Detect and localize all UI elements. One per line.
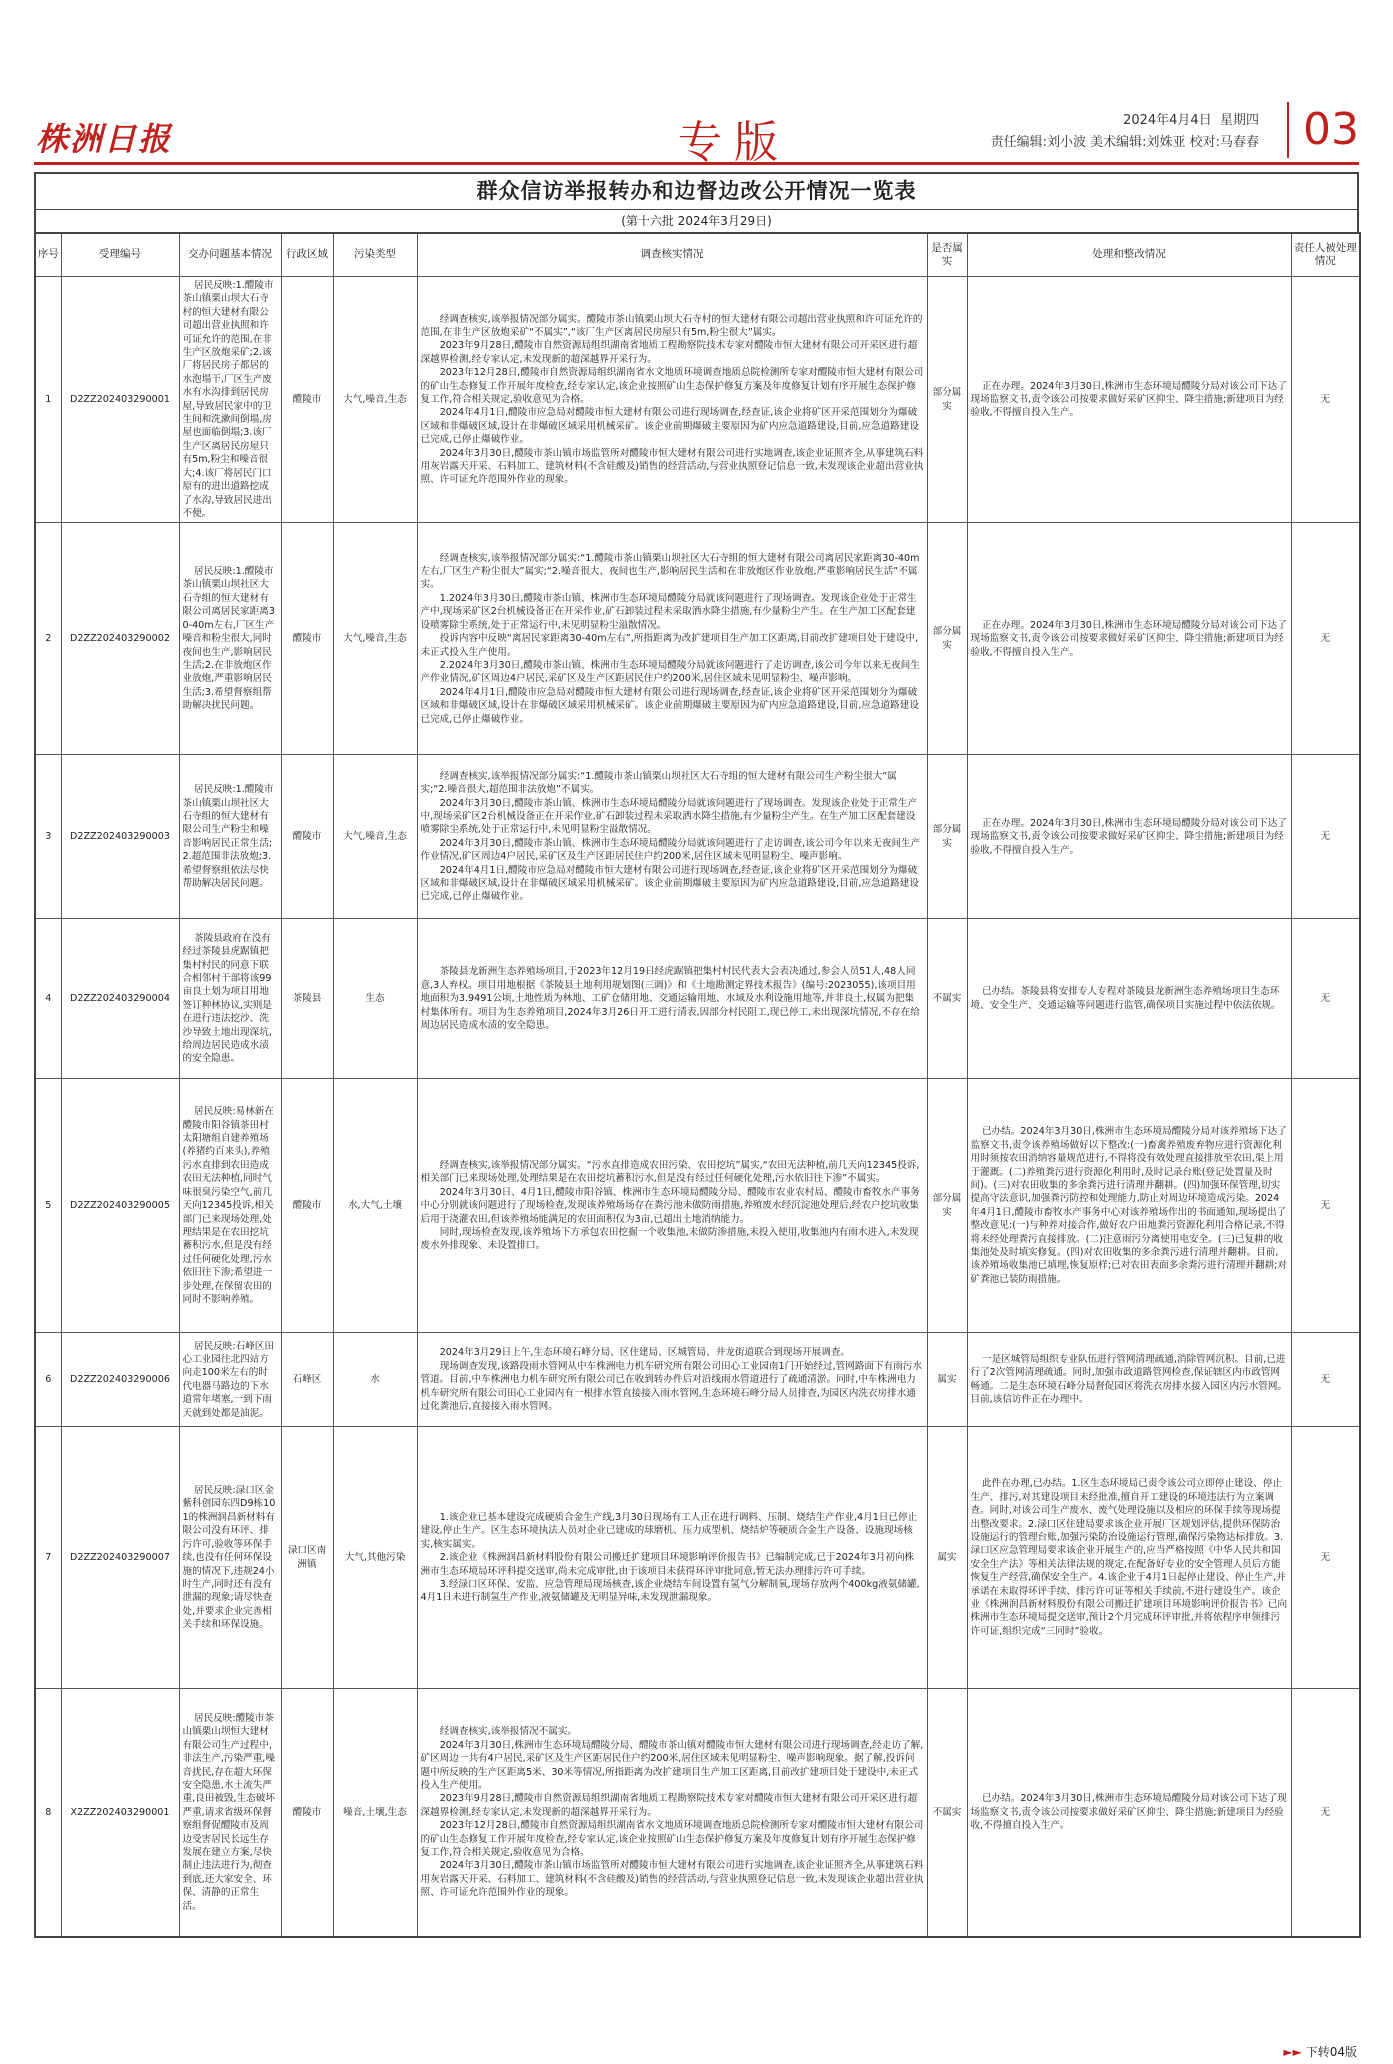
col-header: 处理和整改情况 <box>967 233 1291 277</box>
editor-credits: 责任编辑:刘小波 美术编辑:刘姝亚 校对:马春春 <box>990 135 1259 150</box>
survey-paragraph: 2024年4月1日,醴陵市应急局对醴陵市恒大建材有限公司进行现场调查,经查证,该企业将矿区开采范围划分为爆破区域和非爆破区域,设计在非爆破区域采用机械采矿。该企业前期爆破主要原因为矿内应急道路建设,目前,应急道路建设已完成,已停止爆破作业。 <box>420 407 919 446</box>
col-header: 是否属实 <box>927 233 967 277</box>
col-header: 交办问题基本情况 <box>179 233 281 277</box>
table-title-box <box>34 172 1359 210</box>
table-row <box>35 1333 1360 1427</box>
row-number: 5 <box>35 1079 61 1333</box>
handling-status: 已办结。2024年3月30日,株洲市生态环境局醴陵分局对该养殖场下达了监察文书,责令该养殖场做好以下整改:(一)畜禽养殖废弃物应进行资源化利用时须按农田消纳容量规范进行,不得将没有效处理直接排放至农田,渠上用于灌溉。(二)养殖粪污进行资源化利用时,及时记录台账(登记处置量及时间)。(三)对农田收集的多余粪污进行清理并翻耕。(四)加强环保管理,切实提高守法意识,加强粪污防控和处理能力,防止对周边环境造成污染。2024年4月1日,醴陵市畜牧水产事务中心对该养殖场作出的书面通知,现场提出了整改意见:(一)与种养对接合作,做好农户田地粪污资源化利用合格记录,不得将未经处理粪污直接排放。(二)注意雨污分离使用电安全。(三)已复耕的收集池处及时填实修复。(四)对农田收集的多余粪污进行清理并翻耕。目前,该养殖场收集池已填埋,恢复原样;已对农田表面多余粪污进行清理并翻耕;对矿粪池已装防雨措施。 <box>967 1079 1291 1333</box>
pollution-type: 生态 <box>333 919 417 1079</box>
continued-note <box>1283 2043 1357 2060</box>
weekday: 星期四 <box>1219 113 1259 128</box>
region: 醴陵市 <box>281 1689 333 1937</box>
row-number: 8 <box>35 1689 61 1937</box>
col-header: 序号 <box>35 233 61 277</box>
table-row <box>35 277 1360 523</box>
verified-status: 属实 <box>927 1333 967 1427</box>
survey-paragraph: 经调查核实,该举报情况部分属实。“污水直排造成农田污染、农田挖坑”属实,“农田无法种植,前几天向12345投诉,相关部门已来现场处理,处理结果是在农田挖坑蓄积污水,但是没有经过任何硬化处理,污水依旧往下渗”不属实。 <box>420 1159 920 1185</box>
survey-paragraph: 经调查核实,该举报情况部分属实:“1.醴陵市茶山镇栗山坝社区大石寺组的恒大建材有限公司生产粉尘很大”属实;“2.噪音很大,超范围非法放炮”不属实。 <box>420 770 897 796</box>
issue-summary: 居民反映:石峰区田心工业园往北四站方向走100米左右的时代电器马路边的下水道常年堵塞,一到下雨天就到处都是油泥。 <box>179 1333 281 1427</box>
page-number: 03 <box>1287 102 1359 158</box>
region: 醴陵市 <box>281 1079 333 1333</box>
col-header: 调查核实情况 <box>417 233 927 277</box>
region: 醴陵市 <box>281 755 333 919</box>
arrow-right-icon: ►► <box>1283 2045 1302 2059</box>
survey-paragraph: 2024年4月1日,醴陵市应急局对醴陵市恒大建材有限公司进行现场调查,经查证,该企业将矿区开采范围划分为爆破区域和非爆破区域,设计在非爆破区域采用机械采矿。该企业前期爆破主要原因为矿内应急道路建设,目前,应急道路建设已完成,已停止爆破作业。 <box>420 686 919 725</box>
table-row <box>35 755 1360 919</box>
row-number: 3 <box>35 755 61 919</box>
survey-findings <box>417 919 927 1079</box>
region: 石峰区 <box>281 1333 333 1427</box>
survey-findings <box>417 1427 927 1689</box>
survey-findings <box>417 1689 927 1937</box>
accountability: 无 <box>1291 755 1360 919</box>
table-row <box>35 523 1360 755</box>
survey-paragraph: 3.经渌口区环保、安监、应急管理局现场核查,该企业烧结车间设置有氢气分解制氧,现场存放两个400kg液氨储罐,4月1日未进行制氢生产作业,液氨储罐及无明显异味,未发现泄漏现象。 <box>420 1578 920 1604</box>
row-number: 2 <box>35 523 61 755</box>
survey-paragraph: 现场调查发现,该路段雨水管网从中车株洲电力机车研究所有限公司田心工业园南1门开始经过,管网路面下有雨污水管道。目前,中车株洲电力机车研究所有限公司已在收到转办件后对沿线雨水管道进行了疏通清淤。同时,中车株洲电力机车研究所有限公司田心工业园内有一根排水管直接接入雨水管网,生态环境石峰分局人员排查,为园区内洗衣房排水通过化粪池后,直接接入雨水管网。 <box>420 1360 922 1412</box>
verified-status: 不属实 <box>927 1689 967 1937</box>
issue-date: 2024年4月4日 <box>1123 113 1212 128</box>
row-number: 4 <box>35 919 61 1079</box>
issue-summary: 居民反映:醴陵市茶山镇栗山坝恒大建材有限公司生产过程中,非法生产,污染严重,噪音扰民,存在超大环保安全隐患,水土流失严重,良田被毁,生态破坏严重,请求省级环保督察组督促醴陵市及周边受害居民长远生存发展在建立方案,尽快制止违法进行为,彻查到底,还大家安全、环保、清静的正常生活。 <box>179 1689 281 1937</box>
survey-paragraph: 2024年3月29日上午,生态环境石峰分局、区住建局、区城管局、井龙街道联合到现场开展调查。 <box>439 1347 851 1359</box>
col-header: 受理编号 <box>61 233 179 277</box>
survey-paragraph: 经调查核实,该举报情况部分属实。醴陵市茶山镇栗山坝大石寺村的恒大建材有限公司超出营业执照和许可证允许的范围,在非生产区放炮采矿“不属实”,“该厂生产区离居民房屋只有5m,粉尘很大”属实。 <box>420 313 923 338</box>
survey-paragraph: 1.该企业已基本建设完成硬质合金生产线,3月30日现场有工人正在进行调料、压制、烧结生产作业,4月1日已停止建设,停止生产。区生态环境执法人员对企业已建成的球磨机、压力成型机、烧结炉等硬质合金生产设备、设施现场核实,核实属实。 <box>420 1511 918 1550</box>
accountability: 无 <box>1291 1079 1360 1333</box>
pollution-type: 大气,噪音,生态 <box>333 523 417 755</box>
handling-status: 正在办理。2024年3月30日,株洲市生态环境局醴陵分局对该公司下达了现场监察文书,责令该公司按要求做好采矿区抑尘、降尘措施;新建项目为经验收,不得擅自投入生产。 <box>967 755 1291 919</box>
handling-status: 已办结。茶陵县将安排专人专程对茶陵县龙新洲生态养殖场项目生态环境、安全生产、交通运输等问题进行监管,确保项目实施过程中依法依规。 <box>967 919 1291 1079</box>
table-row <box>35 1427 1360 1689</box>
region: 渌口区南洲镇 <box>281 1427 333 1689</box>
survey-findings <box>417 1333 927 1427</box>
section-title: 专版 <box>678 117 790 168</box>
survey-paragraph: 同时,现场检查发现,该养殖场下方承包农田挖掘一个收集池,未做防渗措施,未投入使用,收集池内有雨水进入,未发现废水外排现象、未设置排口。 <box>420 1226 919 1252</box>
survey-paragraph: 经调查核实,该举报情况不属实。 <box>439 1726 578 1738</box>
continued-text: 下转04版 <box>1305 2045 1357 2059</box>
survey-paragraph: 2024年3月30日、4月1日,醴陵市阳谷镇、株洲市生态环境局醴陵分局、醴陵市农业农村局、醴陵市畜牧水产事务中心分别就该问题进行了现场检查,发现该养殖场场存在粪污池未做防雨措施,养殖废水经沉淀池处理后,经农户挖坑收集后用于浇灌农田,但该养殖场能满足的农田面积仅为3亩,已超出土地消纳能力。 <box>420 1186 920 1225</box>
issue-summary: 居民反映:易林新在醴陵市阳谷镇茶田村太阳塘组自建养殖场(养猪约百来头),养殖污水直排到农田造成农田无法种植,同时气味很臭污染空气,前几天向12345投诉,相关部门已来现场处理,处理结果是在农田挖坑蓄积污水,但是没有经过任何硬化处理,污水依旧往下渗;希望进一步处理,在保留农田的同时不影响养殖。 <box>179 1079 281 1333</box>
pollution-type: 水 <box>333 1333 417 1427</box>
survey-paragraph: 经调查核实,该举报情况部分属实:“1.醴陵市茶山镇栗山坝社区大石寺组的恒大建材有限公司离居民家距离30-40m左右,厂区生产粉尘很大”属实;“2.噪音很大、夜间也生产,影响居民生活和在非放炮区作业放炮,严重影响居民生活”不属实。 <box>420 552 920 591</box>
survey-paragraph: 投诉内容中反映“离居民家距离30-40m左右”,所指距离为改扩建项目生产加工区距离,目前改扩建项目处于建设中,未正式投入生产使用。 <box>420 633 919 658</box>
acceptance-code: D2ZZ202403290001 <box>61 277 179 523</box>
acceptance-code: X2ZZ202403290001 <box>61 1689 179 1937</box>
acceptance-code: D2ZZ202403290002 <box>61 523 179 755</box>
pollution-type: 水,大气,土壤 <box>333 1079 417 1333</box>
region: 醴陵市 <box>281 523 333 755</box>
acceptance-code: D2ZZ202403290006 <box>61 1333 179 1427</box>
survey-paragraph: 2023年9月28日,醴陵市自然资源局组织湖南省地质工程勘察院技术专家对醴陵市恒大建材有限公司开采区进行超深越界检测,经专家认定,未发现新的超深越界开采行为。 <box>420 1793 918 1818</box>
survey-paragraph: 2024年3月30日,醴陵市茶山镇市场监管所对醴陵市恒大建材有限公司进行实地调查,该企业证照齐全,从事建筑石料用灰岩露天开采、石料加工、建筑材料(不含硅酸及)销售的经营活动,与营业执照登记信息一致,未发现该企业超出营业执照、许可证允许范围外作业的现象。 <box>420 1860 924 1899</box>
survey-paragraph: 2023年9月28日,醴陵市自然资源局组织湖南省地质工程勘察院技术专家对醴陵市恒大建材有限公司开采区进行超深越界检测,经专家认定,未发现新的超深越界开采行为。 <box>420 340 918 365</box>
survey-findings <box>417 523 927 755</box>
verified-status: 不属实 <box>927 919 967 1079</box>
table-header-row <box>35 233 1360 277</box>
dateline <box>991 110 1259 154</box>
accountability: 无 <box>1291 1427 1360 1689</box>
survey-paragraph: 1.2024年3月30日,醴陵市茶山镇、株洲市生态环境局醴陵分局就该问题进行了现场调查。发现该企业处于正常生产中,现场采矿区2台机械设备正在开采作业,矿石卸装过程未采取洒水降尘措施,有少量粉尘产生。在生产加工区配套建设喷雾除尘系统,处于正常运行中,未见明显粉尘溢散情况。 <box>420 592 917 631</box>
survey-findings <box>417 277 927 523</box>
col-header: 责任人被处理情况 <box>1291 233 1360 277</box>
col-header: 污染类型 <box>333 233 417 277</box>
acceptance-code: D2ZZ202403290007 <box>61 1427 179 1689</box>
survey-paragraph: 茶陵县龙新洲生态养殖场项目,于2023年12月19日经虎踞镇把集村村民代表大会表决通过,参会人员51人,48人同意,3人弃权。项目用地根据《茶陵县土地利用规划图(三调)》和《土地勘测定界技术报告》(编号:2023055),该项目用地面积为3.9491公顷,土地性质为林地、工矿仓储用地、交通运输用地、水域及水利设施用地等,并非良土,权属为把集村集体所有。项目为生态养殖项目,2024年3月26日开工进行清表,因部分村民阻工,现已停工,未出现深坑情况,不存在给周边居民造成水渍的安全隐患。 <box>420 966 920 1031</box>
survey-paragraph: 2.2024年3月30日,醴陵市茶山镇、株洲市生态环境局醴陵分局就该问题进行了走访调查,该公司今年以来无夜间生产作业情况,矿区周边4户居民,采矿区及生产区距居民住户约200米,居住区域未见明显粉尘、噪声影响。 <box>420 659 920 685</box>
table-title: 群众信访举报转办和边督边改公开情况一览表 <box>476 178 917 203</box>
row-number: 7 <box>35 1427 61 1689</box>
row-number: 1 <box>35 277 61 523</box>
region: 茶陵县 <box>281 919 333 1079</box>
verified-status: 部分属实 <box>927 755 967 919</box>
survey-paragraph: 2024年3月30日,醴陵市茶山镇、株洲市生态环境局醴陵分局就该问题进行了现场调查。发现该企业处于正常生产中,现场采矿区2台机械设备正在开采作业,矿石卸装过程未采取洒水降尘措施,有少量粉尘产生。在生产加工区配套建设喷雾除尘系统,处于正常运行中,未见明显粉尘溢散情况。 <box>420 797 918 836</box>
row-number: 6 <box>35 1333 61 1427</box>
verified-status: 部分属实 <box>927 1079 967 1333</box>
survey-paragraph: 2024年3月30日,醴陵市茶山镇市场监管所对醴陵市恒大建材有限公司进行实地调查,该企业证照齐全,从事建筑石料用灰岩露天开采、石料加工、建筑材料(不含硅酸及)销售的经营活动,与营业执照登记信息一致,未发现该企业超出营业执照、许可证允许范围外作业的现象。 <box>420 447 924 486</box>
pollution-type: 噪音,土壤,生态 <box>333 1689 417 1937</box>
issue-summary: 茶陵县政府在没有经过茶陵县虎踞镇把集村村民的同意下联合相邻村干部将该99亩良土划为项目用地签订种林协议,实则是在进行违法挖沙、洗沙导致土地出现深坑,给周边居民造成水渍的安全隐患。 <box>179 919 281 1079</box>
survey-paragraph: 2024年3月30日,醴陵市茶山镇、株洲市生态环境局醴陵分局就该问题进行了走访调查,该公司今年以来无夜间生产作业情况,矿区周边4户居民,采矿区及生产区距居民住户约200米,居住区域未见明显粉尘、噪声影响。 <box>420 837 921 863</box>
pollution-type: 大气,其他污染 <box>333 1427 417 1689</box>
verified-status: 部分属实 <box>927 277 967 523</box>
petition-table <box>34 232 1361 1938</box>
issue-summary: 居民反映:1.醴陵市茶山镇栗山坝大石寺村的恒大建材有限公司超出营业执照和许可证允许的范围,在非生产区放炮采矿;2.该厂将居民房子都居的水泡塌干,厂区生产废水有水沟排到居民房屋,导致居民家中的卫生间和洗漱间倒塌,房屋也面临倒塌;3.该厂生产区离居民房屋只有5m,粉尘和噪音很大;4.该厂将居民门口原有的进出道路挖成了水沟,导致居民进出不便。 <box>179 277 281 523</box>
table-row <box>35 919 1360 1079</box>
masthead <box>34 100 1359 168</box>
issue-summary: 居民反映:渌口区金紫科创园东四D9栋101的株洲润昌新材料有限公司没有环评、排污许可,验收等环保手续,也没有任何环保设施的情况下,违规24小时生产,同时还有没有泄漏的现象;请尽快查处,并要求企业完善相关手续和环保设施。 <box>179 1427 281 1689</box>
pollution-type: 大气,噪音,生态 <box>333 277 417 523</box>
issue-summary: 居民反映:1.醴陵市茶山镇栗山坝社区大石寺组的恒大建材有限公司离居民家距离30-40m左右,厂区生产噪音和粉尘很大,同时夜间也生产,影响居民生活;2.在非放炮区作业放炮,严重影响居民生活;3.希望督察组帮助解决扰民问题。 <box>179 523 281 755</box>
accountability: 无 <box>1291 277 1360 523</box>
table-row <box>35 1079 1360 1333</box>
verified-status: 属实 <box>927 1427 967 1689</box>
survey-findings <box>417 1079 927 1333</box>
issue-summary: 居民反映:1.醴陵市茶山镇栗山坝社区大石寺组的恒大建材有限公司生产粉尘和噪音影响居民正常生活;2.超范围非法放炮;3.希望督察组依法尽快帮助解决居民问题。 <box>179 755 281 919</box>
handling-status: 正在办理。2024年3月30日,株洲市生态环境局醴陵分局对该公司下达了现场监察文书,责令该公司按要求做好采矿区抑尘、降尘措施;新建项目为经验收,不得擅自投入生产。 <box>967 523 1291 755</box>
survey-paragraph: 2024年4月1日,醴陵市应急局对醴陵市恒大建材有限公司进行现场调查,经查证,该企业将矿区开采范围划分为爆破区域和非爆破区域,设计在非爆破区域采用机械采矿。该企业前期爆破主要原因为矿内应急道路建设,目前,应急道路建设已完成,已停止爆破作业。 <box>420 864 919 903</box>
batch-info: (第十六批 2024年3月29日) <box>34 210 1359 232</box>
survey-paragraph: 2024年3月30日,株洲市生态环境局醴陵分局、醴陵市茶山镇对醴陵市恒大建材有限公司进行现场调查,经走访了解,矿区周边一共有4户居民,采矿区及生产区距居民住户约200米,居住区域未见明显粉尘、噪声影响现象。据了解,投诉问题中所反映的生产区距离5米、30米等情况,所指距离为改扩建项目生产加工区距离,目前改扩建项目处于建设中,未正式投入生产使用。 <box>420 1739 924 1792</box>
survey-paragraph: 2023年12月28日,醴陵市自然资源局组织湖南省水文地质环境调查地质总院检测所专家对醴陵市恒大建材有限公司的矿山生态修复工作开展年度检查,经专家认定,该企业按照矿山生态保护修复方案及年度修复计划有序开展生态保护修复工作,符合相关规定,验收意见为合格。 <box>420 1820 924 1859</box>
handling-status: 此件在办理,已办结。1.区生态环境局已责令该公司立即停止建设、停止生产、排污,对其建设项目未经批准,擅自开工建设的环境违法行为立案调查。同时,对该公司生产废水、废气处理设施以及相应的环保手续等现场提出整改要求。2.渌口区住建局要求该企业开展厂区规划评估,提供环保防治设施运行的管理台账,加强污染防治设施运行管理,确保污染物达标排放。3.渌口区应急管理局要求该企业开展生产的,应当严格按照《中华人民共和国安全生产法》等相关法律法规的规定,在配备好专业的安全管理人员后方能恢复生产经营,确保安全生产。4.该企业于4月1日起停止建设、停止生产,并承诺在未取得环评手续、排污许可证等相关手续前,不进行建设生产。该企业《株洲润昌新材料股份有限公司搬迁扩建项目环境影响评价报告书》已向株洲市生态环境局提交送审,预计2个月完成环评审批,并将依程序申领排污许可证,组织完成“三同时”验收。 <box>967 1427 1291 1689</box>
handling-status: 已办结。2024年3月30日,株洲市生态环境局醴陵分局对该公司下达了现场监察文书,责令该公司按要求做好采矿区抑尘、降尘措施;新建项目为经验收,不得擅自投入生产。 <box>967 1689 1291 1937</box>
survey-findings <box>417 755 927 919</box>
handling-status: 一是区城管局组织专业队伍进行管网清理疏通,消除管网沉积。目前,已进行了2次管网清理疏通。同时,加强市政道路管网检查,保证辖区内市政管网畅通。二是生态环境石峰分局督促园区将洗衣房排水接入园区内污水管网。目前,该信访件正在办理中。 <box>967 1333 1291 1427</box>
accountability: 无 <box>1291 1689 1360 1937</box>
acceptance-code: D2ZZ202403290004 <box>61 919 179 1079</box>
handling-status: 正在办理。2024年3月30日,株洲市生态环境局醴陵分局对该公司下达了现场监察文书,责令该公司按要求做好采矿区抑尘、降尘措施;新建项目为经验收,不得擅自投入生产。 <box>967 277 1291 523</box>
verified-status: 部分属实 <box>927 523 967 755</box>
region: 醴陵市 <box>281 277 333 523</box>
accountability: 无 <box>1291 1333 1360 1427</box>
col-header: 行政区域 <box>281 233 333 277</box>
survey-paragraph: 2.该企业《株洲润昌新材料股份有限公司搬迁扩建项目环境影响评价报告书》已编制完成,已于2024年3月初向株洲市生态环境局环评科提交送审,尚未完成审批,由于该项目未获得环评审批同意,暂无法办理排污许可手续。 <box>420 1552 915 1577</box>
pollution-type: 大气,噪音,生态 <box>333 755 417 919</box>
accountability: 无 <box>1291 919 1360 1079</box>
survey-paragraph: 2023年12月28日,醴陵市自然资源局组织湖南省水文地质环境调查地质总院检测所专家对醴陵市恒大建材有限公司的矿山生态修复工作开展年度检查,经专家认定,该企业按照矿山生态保护修复方案及年度修复计划有序开展生态保护修复工作,符合相关规定,验收意见为合格。 <box>420 367 924 405</box>
newspaper-logo: 株洲日报 <box>36 120 173 158</box>
accountability: 无 <box>1291 523 1360 755</box>
acceptance-code: D2ZZ202403290003 <box>61 755 179 919</box>
table-row <box>35 1689 1360 1937</box>
acceptance-code: D2ZZ202403290005 <box>61 1079 179 1333</box>
